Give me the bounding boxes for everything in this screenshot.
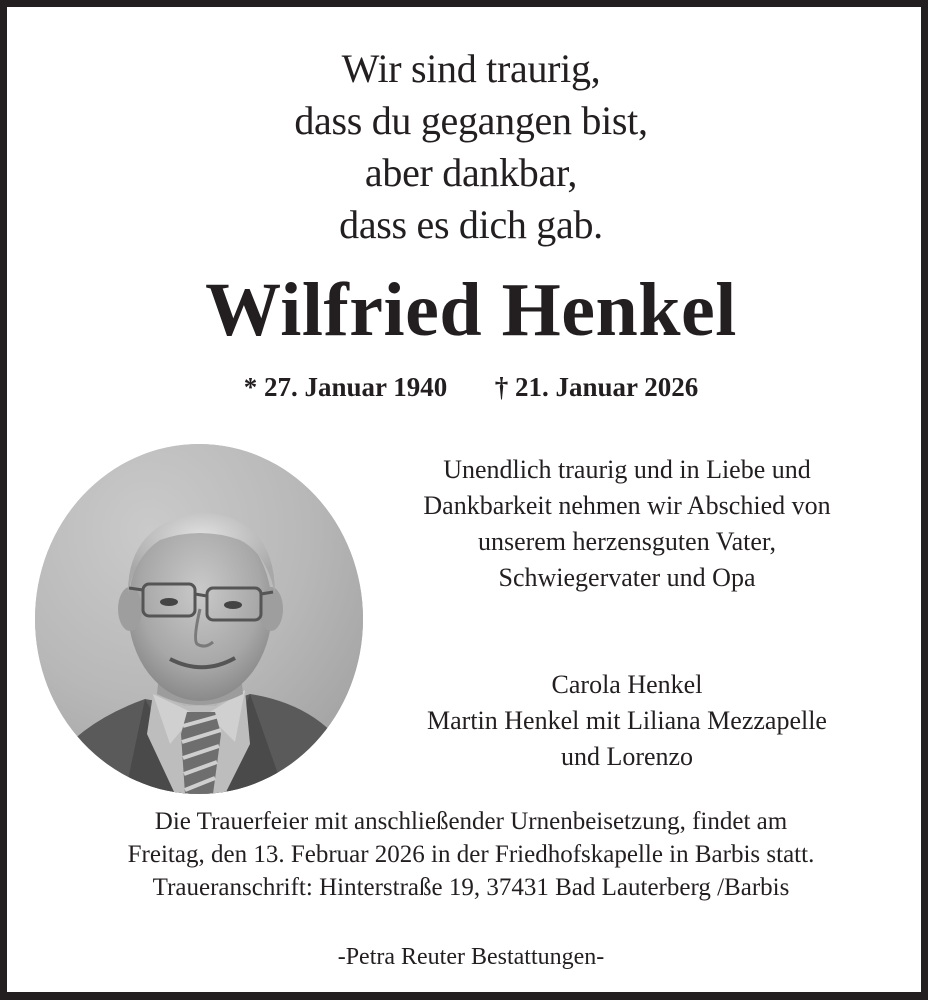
farewell-line: Unendlich traurig und in Liebe und [443,455,811,484]
mourner-line: Martin Henkel mit Liliana Mezzapelle [427,706,827,735]
deceased-name: Wilfried Henkel [205,268,737,352]
birth-date: 27. Januar 1940 [263,372,448,402]
motto-line: dass du gegangen bist, [294,98,648,143]
death-date: 21. Januar 2026 [515,372,699,402]
mourner-line: Carola Henkel [551,670,703,699]
life-dates [7,369,928,405]
service-line: Freitag, den 13. Februar 2026 in der Friedhofskapelle in Barbis statt. [127,841,815,868]
undertaker-credit: -Petra Reuter Bestattungen- [337,944,605,970]
motto-verse [7,43,928,251]
farewell-text [347,452,907,596]
farewell-line: Schwiegervater und Opa [498,563,756,592]
service-info [7,805,928,904]
farewell-line: unserem herzensguten Vater, [477,527,777,556]
death-cross-icon: † [494,372,509,402]
birth-star-icon: * [243,372,258,402]
service-address: Traueranschrift: Hinterstraße 19, 37431 Bad Lauterberg /Barbis [152,874,790,901]
mourner-line: und Lorenzo [560,742,694,771]
portrait-photo [35,444,363,794]
service-line: Die Trauerfeier mit anschließender Urnenbeisetzung, findet am [154,808,788,835]
motto-line: aber dankbar, [364,150,578,195]
portrait-illustration [35,444,363,794]
motto-line: dass es dich gab. [339,202,603,247]
farewell-line: Dankbarkeit nehmen wir Abschied von [423,491,831,520]
mourners-list [347,667,907,775]
motto-line: Wir sind traurig, [341,46,601,91]
